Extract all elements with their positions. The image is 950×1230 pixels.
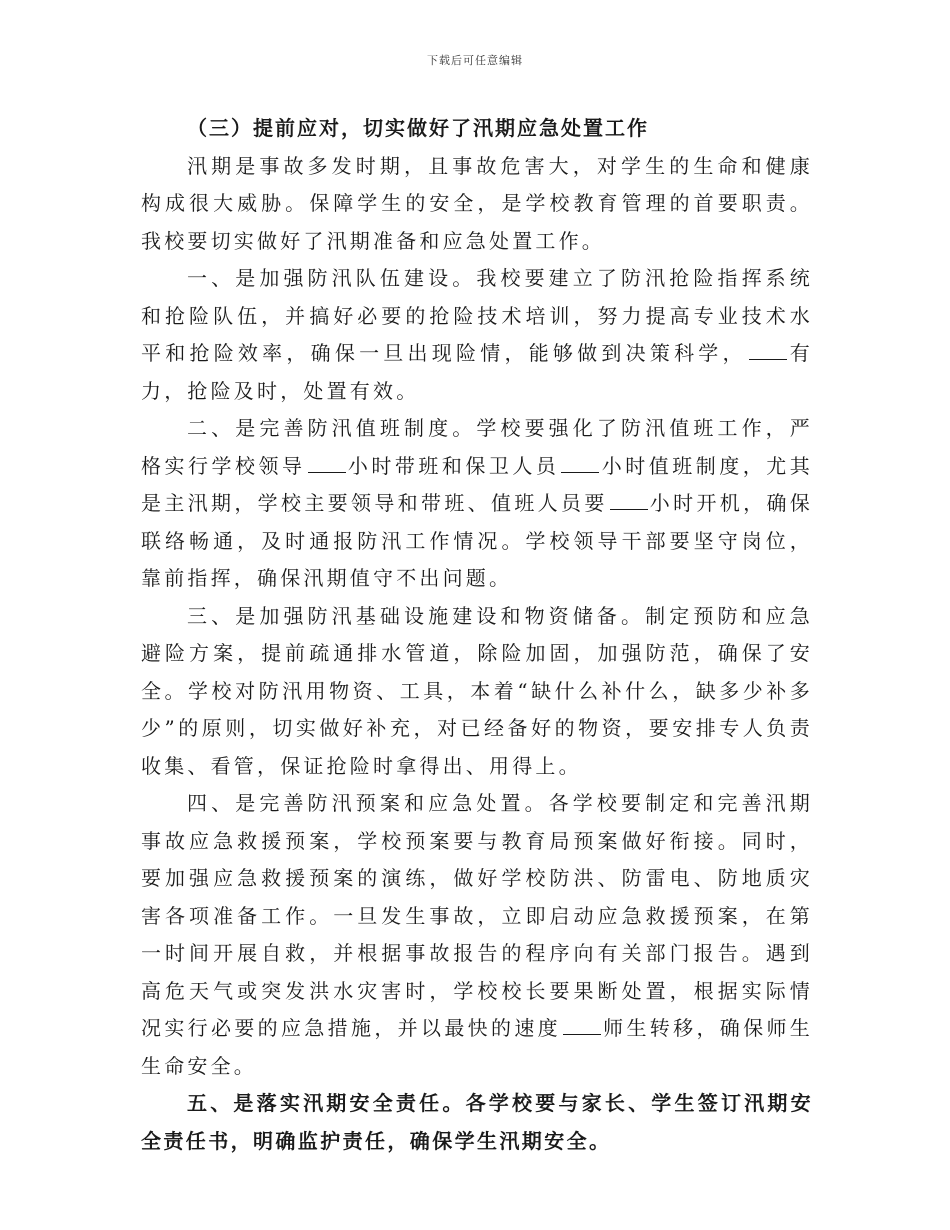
item-2-text-d: 小时开机，确保联络畅通，及时通报防汛工作情况。学校领导干部要坚守岗位，靠前指挥，确保汛期值守不出问题。 — [141, 491, 814, 590]
fill-blank — [563, 1016, 601, 1035]
item-4-text-a: 四、是完善防汛预案和应急处置。各学校要制定和完善汛期事故应急救援预案，学校预案要与教育局预案做好衔接。同时，要加强应急救援预案的演练，做好学校防洪、防雷电、防地质灾害各项准备工作。一旦发生事故，立即启动应急救援预案，在第一时间开展自救，并根据事故报告的程序向有关部门报告。遇到高危天气或突发洪水灾害时，学校校长要果断处置，根据实际情况实行必要的应急措施，并以最快的速度 — [141, 791, 813, 1040]
item-2-text-c: 小时值班制度，尤其是主汛期，学校主要领导和带班、值班人员要 — [141, 453, 813, 515]
item-5-paragraph: 五、是落实汛期安全责任。各学校要与家长、学生签订汛期安全责任书，明确监护责任，确保学生汛期安全。 — [141, 1091, 813, 1153]
fill-blank — [749, 341, 787, 360]
item-4-text-b: 师生转移，确保师生生命安全。 — [141, 1016, 813, 1078]
item-3-paragraph: 三、是加强防汛基础设施建设和物资储备。制定预防和应急避险方案，提前疏通排水管道，除险加固，加强防范，确保了安全。学校对防汛用物资、工具，本着“缺什么补什么，缺多少补多少”的原则，切实做好补充，对已经备好的物资，要安排专人负责收集、看管，保证抢险时拿得出、用得上。 — [141, 603, 813, 778]
intro-paragraph: 汛期是事故多发时期，且事故危害大，对学生的生命和健康构成很大威胁。保障学生的安全，是学校教育管理的首要职责。我校要切实做好了汛期准备和应急处置工作。 — [141, 153, 813, 253]
fill-blank — [610, 491, 648, 510]
item-2-paragraph — [141, 410, 813, 598]
header-note: 下载后可任意编辑 — [427, 54, 523, 67]
item-1-paragraph — [141, 260, 813, 410]
fill-blank — [308, 454, 346, 473]
document-body — [141, 110, 813, 1160]
section-heading: （三）提前应对，切实做好了汛期应急处置工作 — [187, 116, 649, 140]
item-1-text-b: 有力，抢险及时，处置有效。 — [141, 341, 813, 403]
item-2-text-a: 二、是完善防汛值班制度。学校要强化了防汛值班工作，严格实行学校领导 — [141, 416, 813, 478]
item-4-paragraph — [141, 785, 813, 1085]
item-1-text-a: 一、是加强防汛队伍建设。我校要建立了防汛抢险指挥系统和抢险队伍，并搞好必要的抢险技术培训，努力提高专业技术水平和抢险效率，确保一旦出现险情，能够做到决策科学， — [141, 266, 813, 365]
item-2-text-b: 小时带班和保卫人员 — [347, 453, 560, 478]
fill-blank — [561, 454, 599, 473]
